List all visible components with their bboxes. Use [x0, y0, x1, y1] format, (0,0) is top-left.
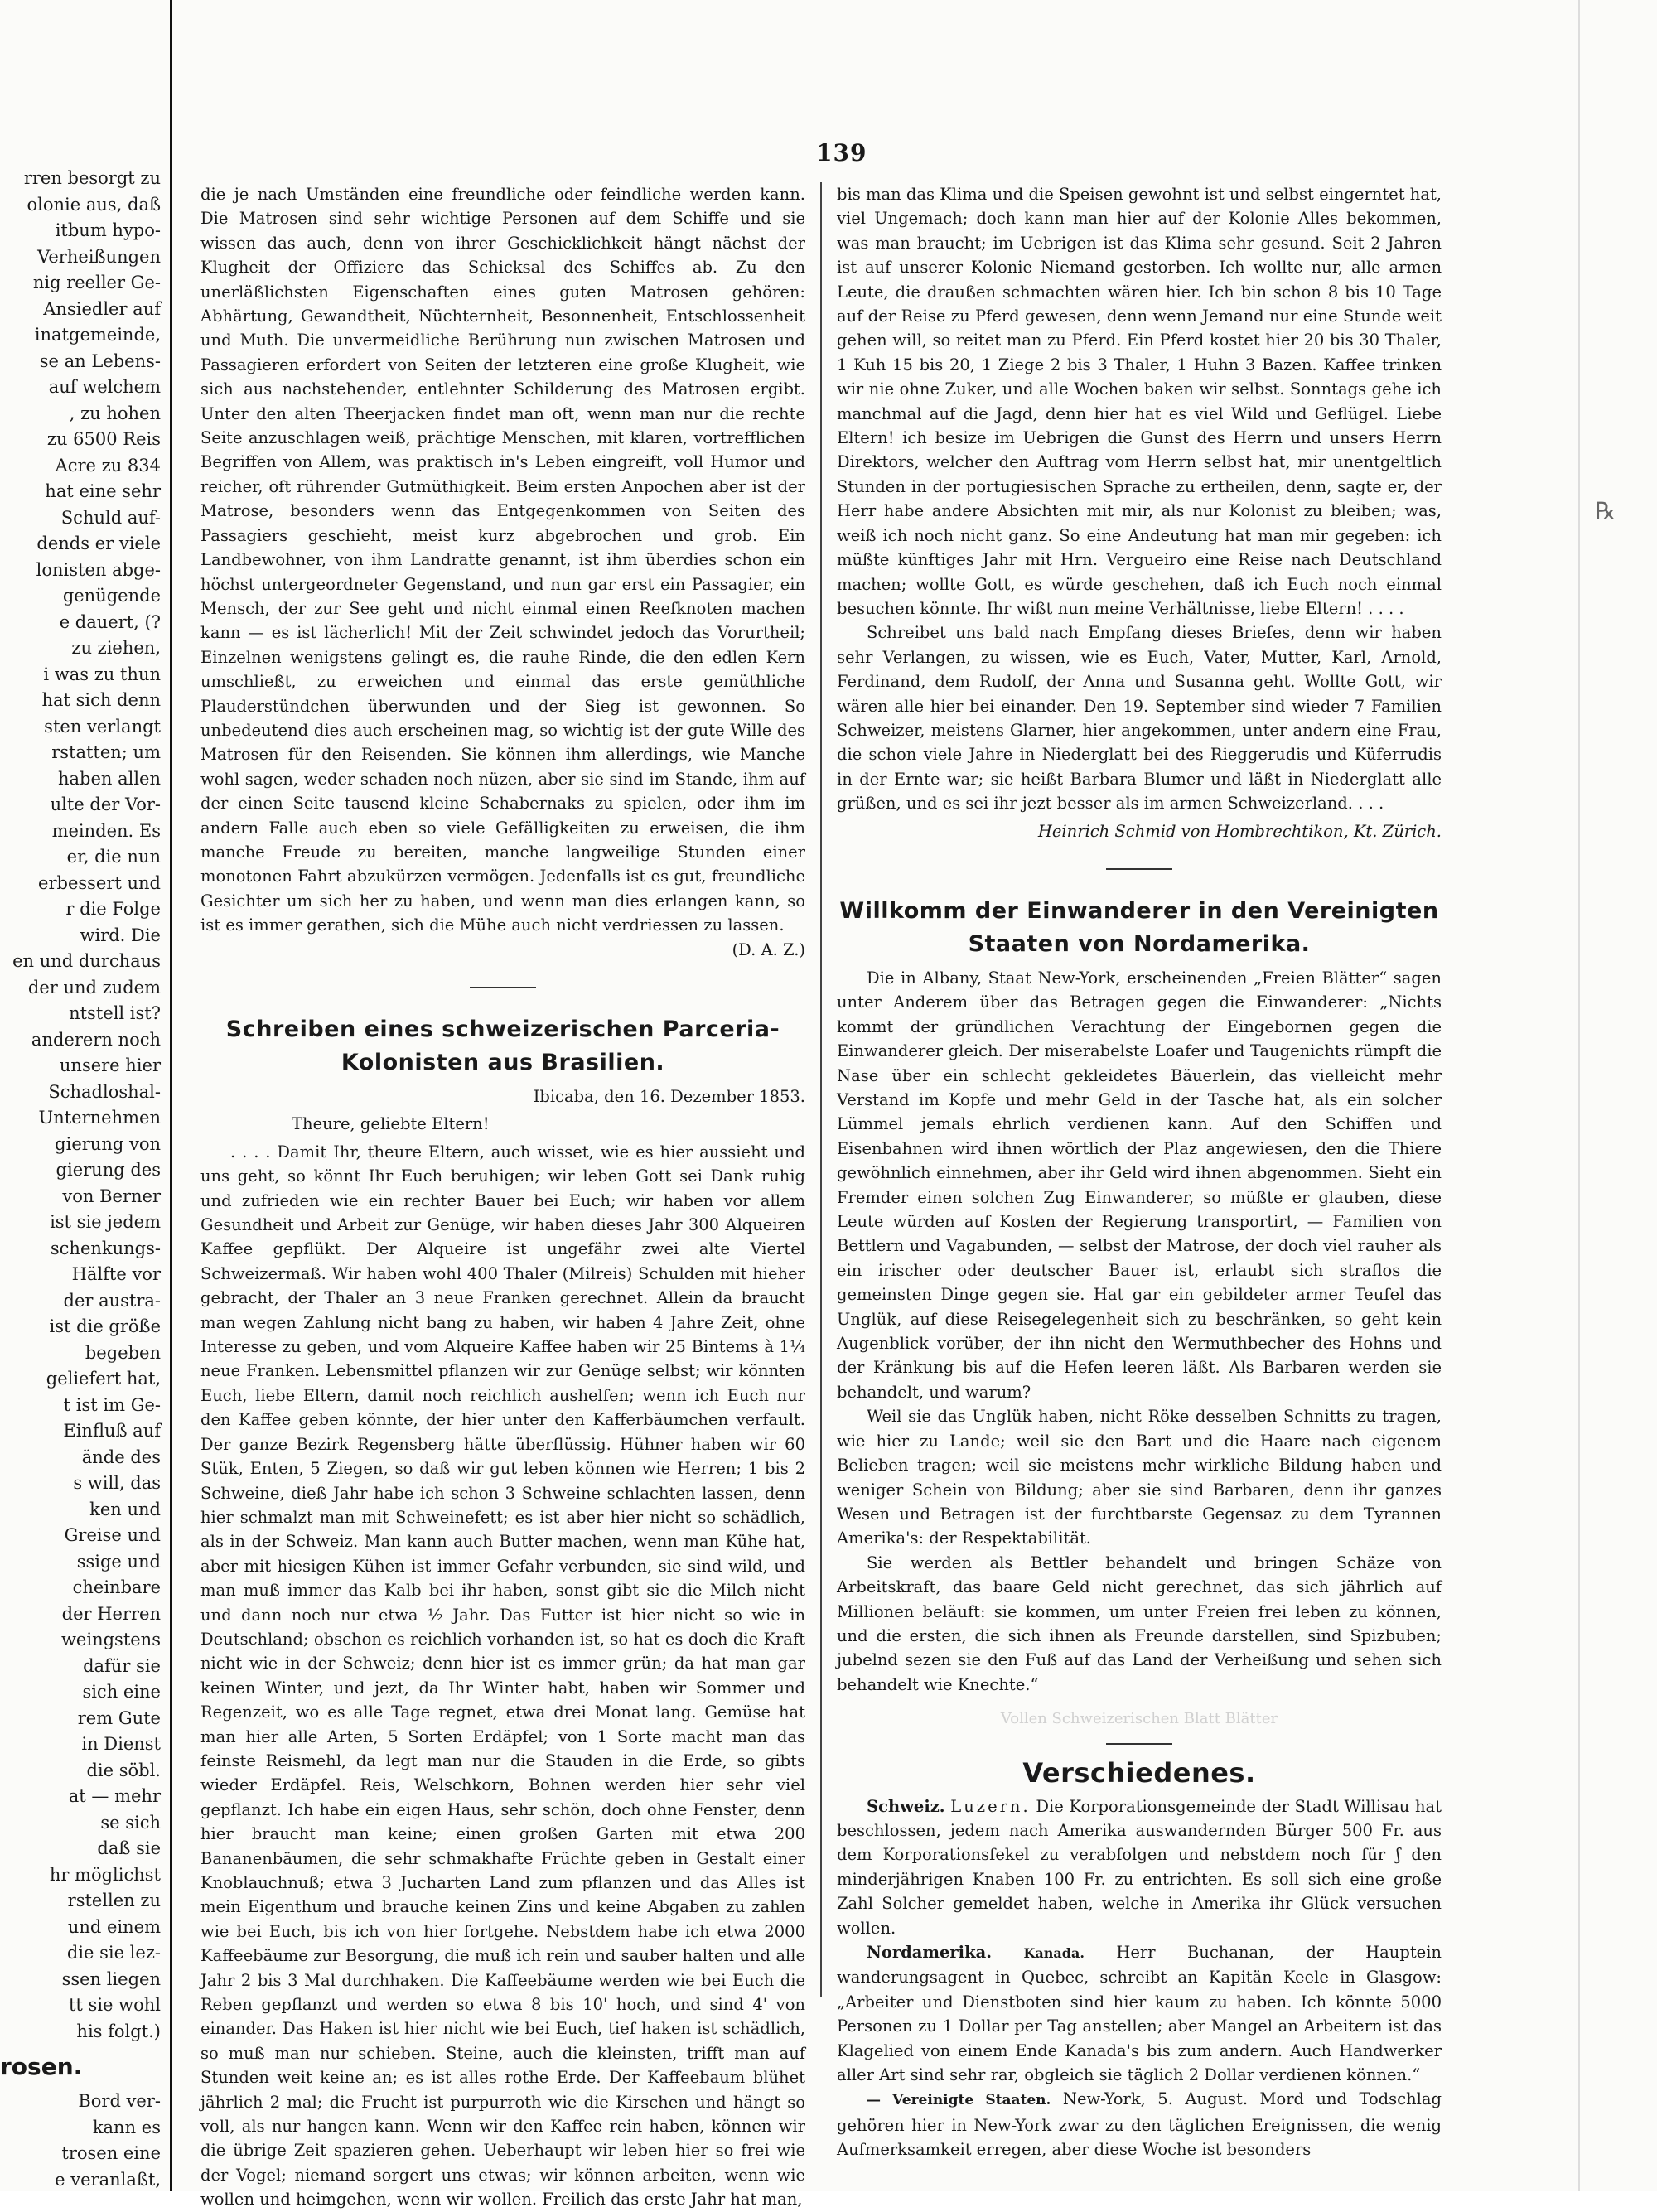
fragment-line: zu 6500 Reis [46, 429, 161, 449]
fragment-line: hr möglichst [49, 1864, 161, 1885]
section-divider [1106, 1743, 1172, 1745]
fragment-line: der und zudem [27, 977, 161, 997]
misc-heading: Verschiedenes. [1022, 1756, 1256, 1789]
fragment-line: se sich [100, 1812, 161, 1833]
fragment-line: in Dienst [81, 1734, 161, 1754]
matrosen-article-text: die je nach Umständen eine freundliche oder feindliche werden kann. Die Matrosen sind sehr wichtige Personen auf dem Schiffe und sie wissen das auch, denn von ihrer Geschicklichkeit hängt nächst der Klugheit der Offiziere das Schicksal des Schiffes ab. Zu den unerläßlichsten Eigenschaften eines guten Matrosen gehören: Abhärtung, Gewandtheit, Nüchternheit, Besonnenheit, Entschlossenheit und Muth. Die unvermeidliche Berührung nun zwischen Matrosen und Passagieren erfordert von Seiten der letzteren eine große Klugheit, wie sich aus nachstehender, entlehnter Schilderung des Matrosen ergibt. Unter den alten Theerjacken findet man oft, wenn man nur die rechte Seite anzuschlagen weiß, prächtige Menschen, mit klaren, vortrefflichen Begriffen von Allem, was praktisch in's Leben eingreift, voll Humor und reicher, oft rührender Gutmüthigkeit. Beim ersten Anpochen aber ist der Matrose, besonders wenn das Entgegenkommen von Seiten des Passagiers geschieht, meist kurz abgebrochen und grob. Ein Landbewohner, von ihm Landratte genannt, ist ihm überdies schon ein höchst untergeordneter Gegenstand, und nun gar erst ein Passagier, ein Mensch, der zur See geht und nicht einmal einen Reefknoten machen kann — es ist lächerlich! Mit der Zeit schwindet jedoch das Vorurtheil; Einzelnen wenigstens gelingt es, die rauhe Rinde, die den edlen Kern umschließt, zu erweichen und einmal das erste gemüthliche Plauderstündchen überwunden und der Sieg ist gewonnen. So unbedeutend dies auch erscheinen mag, so wichtig ist der gute Wille des Matrosen für den Reisenden. Sie können ihm allerdings, wie Manche wohl sagen, weder schaden noch nüzen, aber sie sind im Stande, ihm auf der einen Seite tausend kleine Schabernaks zu spielen, oder ihm im andern Falle auch eben so viele Gefälligkeiten zu erweisen, die ihm manche Freude zu bereiten, manche langweilige Stunden einer monotonen Fahrt abzukürzen vermögen. Jedenfalls ist es gut, freundliche Gesichter um sich her zu haben, und wenn man dies erlangen kann, so ist es immer gerathen, sich die Mühe auch nicht verdriessen zu lassen. [200, 185, 805, 935]
welcome-heading: Willkomm der Einwanderer in den Vereinigten Staaten von Nordamerika. [839, 897, 1439, 957]
fragment-line: wird. Die [80, 925, 161, 945]
fragment-line: begeben [85, 1342, 161, 1363]
fragment-line: Unternehmen [38, 1108, 161, 1128]
fragment-line: meinden. Es [51, 820, 161, 841]
fragment-line: nig reeller Ge- [32, 273, 161, 292]
fragment-line: e veranlaßt, [55, 2169, 161, 2190]
fragment-line: dafür sie [83, 1655, 161, 1676]
fragment-line: gierung des [56, 1160, 161, 1180]
fragment-line: i was zu thun [43, 664, 161, 684]
fragment-line: ken und [89, 1499, 161, 1519]
column-left [200, 182, 805, 2210]
fragment-line: inatgemeinde, [34, 325, 161, 345]
fragment-line: r die Folge [65, 899, 161, 919]
letter-heading: Schreiben eines schweizerischen Parceria-Kolonisten aus Brasilien. [225, 1017, 780, 1075]
misc-item-switzerland [837, 1794, 1442, 1940]
fragment-line: ist die größe [49, 1316, 161, 1336]
fragment-line: Ansiedler auf [43, 298, 161, 319]
fragment-line: ntstell ist? [69, 1003, 161, 1023]
letter-dateline: Ibicaba, den 16. Dezember 1853. [533, 1087, 805, 1106]
misc-place: Luzern. [950, 1796, 1031, 1816]
fragment-heading: rosen. [0, 2053, 83, 2080]
section-divider [470, 987, 536, 988]
margin-mark: ℞ [1595, 497, 1616, 524]
misc-text: Die Korporationsgemeinde der Stadt Willisau hat beschlossen, jedem nach Amerika auswandernden Bürger 500 Fr. aus dem Korporationsfekel zu verabfolgen und nebstdem noch für ʃ den minderjährigen Knaben 100 Fr. zu entrichten. Es soll sich eine große Zahl Solcher gemeldet haben, welche in Amerika ihr Glück versuchen wollen. [837, 1796, 1442, 1938]
fragment-line: , zu hohen [69, 403, 161, 423]
fragment-line: e dauert, (? [59, 611, 161, 632]
fragment-line: cheinbare [72, 1577, 161, 1597]
fragment-line: Schuld auf- [60, 507, 161, 528]
welcome-paragraph-1: Die in Albany, Staat New-York, erscheinenden „Freien Blätter“ sagen unter Anderem über das Betragen gegen die Einwanderer: „Nichts kommt der gründlichen Verachtung der Eingebornen gegen die Einwanderer gleich. Der miserabelste Loafer und Taugenichts rümpft die Nase über ein schlecht gekleidetes Bäuerlein, das vielleicht mehr Verstand im Kopfe und mehr Geld in der Tasche hat, als ein solcher Lümmel jemals ehrlich verdienen kann. Auf den Schiffen und Eisenbahnen wird ihnen wörtlich der Plaz angewiesen, den die Thiere gewöhnlich einnehmen, aber ihr Geld wird ihnen abgenommen. Sieht ein Fremder einen solchen Zug Einwanderer, so müßte er glauben, diese Leute würden auf Kosten der Regierung transportirt, — Familien von Bettlern und Vagabunden, — selbst der Matrose, der doch viel rauher als ein irischer oder deutscher Bauer ist, erlaubt sich straflos die gemeinsten Dinge gegen sie. Hat gar ein gebildeter armer Teufel das Unglük, auf diese Reisegelegenheit sich zu beschränken, so geht kein Augenblick vorüber, der ihn nicht den Wermuthbecher des Hohns und der Kränkung bis auf die Hefen leeren läßt. Als Barbaren werden sie behandelt, und warum? [837, 968, 1442, 1402]
fragment-line: Verheißungen [37, 246, 161, 267]
fragment-line: Einfluß auf [63, 1421, 161, 1441]
fragment-line: zu ziehen, [71, 638, 161, 658]
fragment-line: Hälfte vor [71, 1264, 161, 1284]
fragment-line: anderern noch [31, 1029, 161, 1050]
fragment-line: sten verlangt [44, 716, 161, 737]
welcome-paragraph-2: Weil sie das Unglük haben, nicht Röke desselben Schnitts zu tragen, wie hier zu Lande; weil sie den Bart und die Haare nach eigenem Belieben tragen; weil sie meistens mehr wirkliche Bildung haben und weniger Schein von Bildung; aber sie sind Barbaren, denn ihr ganzes Wesen und Betragen ist der furchtbarste Gegensaz zu dem Tyrannen Amerika's: der Respektabilität. [837, 1407, 1442, 1548]
letter-body: . . . . Damit Ihr, theure Eltern, auch wisset, wie es hier aussieht und uns geht, so könnt Ihr Euch beruhigen; wir leben Gott sei Dank ruhig und zufrieden wie ein rechter Bauer bei Euch; wir haben vor allem Gesundheit und Arbeit zur Genüge, wir haben dieses Jahr 300 Alqueiren Kaffee gepflükt. Der Alqueire ist ungefähr zwei alte Viertel Schweizermaß. Wir haben wohl 400 Thaler (Milreis) Schulden mit hieher gebracht, der Thaler an 3 neue Franken gerechnet. Allein da braucht man wegen Zahlung nicht bang zu haben, wir haben 4 Jahre Zeit, ohne Interesse zu geben, und vom Alqueire Kaffee haben wir 25 Bintems à 1¼ neue Franken. Lebensmittel pflanzen wir zur Genüge selbst; wir könnten Euch, liebe Eltern, damit noch reichlich aushelfen; wenn ich Euch nur den Kaffee geben könnte, der hier unter den Kafferbäumchen verfault. Der ganze Bezirk Regensberg hätte überflüssig. Hühner haben wir 60 Stük, Enten, 5 Ziegen, so daß wir gut leben können wie Herren; 1 bis 2 Schweine, dieß Jahr habe ich schon 3 Schweine schlachten lassen, denn hier schmalzt man mit Schweinefett; es ist aber hier nicht so schädlich, als in der Schweiz. Man kann auch Butter machen, wenn man Kühe hat, aber mit hiesigen Kühen ist immer Gefahr verbunden, sie sind wild, und man muß immer das Kalb bei ihr haben, sonst gibt sie die Milch nicht und dann noch nur etwa ½ Jahr. Das Futter ist hier nicht so wie in Deutschland; obschon es reichlich vorhanden ist, so hat es doch die Kraft nicht wie in der Schweiz; denn hier ist es immer grün; da hat man gar keinen Winter, und jezt, da Ihr Winter habt, haben wir Sommer und Regenzeit, wo es alle Tage regnet, etwa drei Monat lang. Gemüse hat man hier alle Arten, 5 Sorten Erdäpfel; von 1 Sorte macht man das feinste Reismehl, da legt man nur die Stauden in die Erde, so gibts wieder Erdäpfel. Reis, Welschkorn, Bohnen werden hier sehr viel gepflanzt. Ich habe ein eigen Haus, sehr schön, doch ohne Fenster, denn hier braucht man keine; einen großen Garten mit etwa 200 Bananenbäumen, die sehr schmakhafte Früchte geben in Gestalt einer Knoblauchnuß; etwa 3 Jucharten Land zum pflanzen und das Alles ist mein Eigenthum und brauche keinen Zins und keine Abgaben zu zahlen wie bei Euch, bis ich von hier fortgehe. Nebstdem habe ich etwa 2000 Kaffeebäume zur Besorgung, die muß ich rein und sauber halten und alle Jahr 2 bis 3 Mal durchhaken. Die Kaffeebäume werden wie bei Euch die Reben gepflanzt und werden so etwa 8 bis 10' hoch, und sind 4' von einander. Das Haken ist hier nicht wie bei Euch, tief haken ist schädlich, so muß man nur schieben. Steine, auch die kleinsten, trifft man auf Stunden weit keine an; es ist alles rothe Erde. Der Kaffeebaum blühet jährlich 2 mal; die Frucht ist purpurroth wie die Kirschen und hängt so voll, als nur hangen kann. Wenn wir den Kaffee rein haben, können wir die übrige Zeit spazieren gehen. Ueberhaupt wir leben hier so frei wie der Vogel; niemand sorgert uns etwas; wir können arbeiten, wenn wie wollen und heimgehen, wenn wir wollen. Freilich das erste Jahr hat man, [200, 1142, 805, 2210]
misc-text: New-York, 5. August. Mord und Todschlag gehören hier in New-York zwar zu den täglichen Ereignissen, die wenig Aufmerksamkeit erregen, aber diese Woche ist besonders [837, 2089, 1442, 2160]
fragment-line: erbessert und [38, 872, 161, 893]
fragment-line: genügende [62, 586, 161, 606]
fragment-line: rstellen zu [67, 1891, 161, 1910]
welcome-paragraph-3: Sie werden als Bettler behandelt und bringen Schäze von Arbeitskraft, das baare Geld nicht gerechnet, das sich jährlich auf Millionen beläuft: sie kommen, um unter Freien frei leben zu können, und die ersten, die sich ihnen als Freunde darstellen, sind Spizbuben; jubelnd sezen sie den Fuß auf das Land der Verheißung und sehen sich behandelt wie Knechte.“ [837, 1553, 1442, 1694]
fragment-line: gierung von [55, 1133, 161, 1154]
fragment-line: unsere hier [59, 1055, 161, 1075]
fragment-line: daß sie [97, 1838, 161, 1858]
fragment-line: Acre zu 834 [55, 455, 161, 476]
fragment-line: hat sich denn [41, 690, 161, 710]
fragment-line: die sie lez- [66, 1943, 161, 1963]
fragment-line: ssige und [76, 1551, 161, 1572]
letter-continuation-2: Schreibet uns bald nach Empfang dieses Briefes, denn wir haben sehr Verlangen, zu wissen, wie es Euch, Vater, Mutter, Karl, Arnold, Ferdinand, dem Rudolf, der Anna und Susanna geht. Wollte Gott, wir wären alle hier bei einander. Den 19. September sind wieder 7 Familien Schweizer, meistens Glarner, hier angekommen, unter andern eine Frau, die schon viele Jahre in Niederglatt bei des Rieggerudis und Küferrudis in der Ernte war; sie heißt Barbara Blumer und läßt in Niederglatt alle grüßen, und es sei ihr jezt besser als im armen Schweizerland. . . . [837, 623, 1442, 814]
faint-bleedthrough-text: Vollen Schweizerischen Blatt Blätter [1000, 1710, 1278, 1728]
letter-continuation: bis man das Klima und die Speisen gewohnt ist und selbst eingerntet hat, viel Ungemach; doch kann man hier auf der Kolonie Alles bekommen, was man braucht; im Uebrigen ist das Klima sehr gesund. Seit 2 Jahren ist auf unserer Kolonie Niemand gestorben. Ich wollte nur, alle armen Leute, die draußen schmachten wären hier. Ich bin schon 8 bis 10 Tage auf der Reise zu Pferd gewesen, denn wenn Jemand nur eine Stunde weit gehen will, so reitet man zu Pferd. Ein Pferd kostet hier 20 bis 30 Thaler, 1 Kuh 15 bis 20, 1 Ziege 2 bis 3 Thaler, 1 Huhn 3 Bazen. Kaffee trinken wir nie ohne Zuker, und alle Wochen baken wir selbst. Sonntags gehe ich manchmal auf die Jagd, denn hier hat es viel Wild und Geflügel. Liebe Eltern! ich besize im Uebrigen die Gunst des Herrn und unsers Herrn Direktors, welcher den Auftrag vom Herrn selbst hat, mir unentgeltlich Stunden in der portugiesischen Sprache zu ertheilen, denn, sagte er, der Herr habe andere Absichten mit mir, als nur Kolonist zu bleiben; was, weiß ich noch nicht ganz. So eine Andeutung hat man mir gegeben: ich müßte künftiges Jahr mit Hrn. Vergueiro eine Reise nach Deutschland machen; wollte Gott, es würde geschehen, daß ich Euch noch einmal besuchen könnte. Ihr wißt nun meine Verhältnisse, liebe Eltern! . . . . [837, 185, 1442, 618]
fragment-line: t ist im Ge- [63, 1394, 161, 1415]
fragment-line: er, die nun [66, 847, 161, 867]
fragment-line: schenkungs- [50, 1238, 161, 1258]
fragment-line: die söbl. [86, 1760, 161, 1780]
page-number: 139 [816, 139, 867, 167]
fragment-line: itbum hypo- [55, 220, 161, 240]
page-edge [1578, 0, 1580, 2191]
fragment-line: rem Gute [77, 1707, 161, 1728]
fragment-line: und einem [67, 1916, 161, 1937]
fragment-line: haben allen [57, 768, 161, 789]
fragment-line: sich eine [82, 1682, 161, 1702]
fragment-line: en und durchaus [12, 951, 161, 971]
fragment-line: lonisten abge- [36, 559, 161, 580]
fragment-line: hat eine sehr [45, 481, 161, 501]
misc-text: Herr Buchanan, der Hauptein wanderungsagent in Quebec, schreibt an Kapitän Keele in Glasgow: „Arbeiter und Dienstboten sind hier kaum zu haben. Ich könnte 5000 Personen zu 1 Dollar per Tag anstellen; aber Mangel an Arbeitern ist das Klagelied von einem Ende Kanada's bis zum andern. Auch Handwerker aller Art sind sehr rar, obgleich sie täglich 2 Dollar verdienen können.“ [837, 1943, 1442, 2085]
column-rule [820, 182, 822, 1997]
fragment-line: Bord ver- [78, 2091, 161, 2111]
fragment-line: von Berner [62, 1186, 161, 1206]
misc-item-usa [837, 2087, 1442, 2161]
fragment-line: trosen eine [61, 2143, 161, 2163]
fragment-line: rren besorgt zu [23, 168, 161, 188]
letter-signature: Heinrich Schmid von Hombrechtikon, Kt. Zürich. [1037, 821, 1442, 841]
fragment-line: rstatten; um [51, 742, 161, 762]
fragment-line: dends er viele [36, 534, 161, 553]
fragment-line: his folgt.) [76, 2021, 161, 2041]
fragment-line: Greise und [64, 1525, 161, 1545]
fragment-line: ssen liegen [61, 1968, 161, 1989]
misc-lead: — Vereinigte Staaten. [867, 2092, 1051, 2109]
fragment-line: se an Lebens- [39, 350, 161, 371]
left-page-fragment [0, 166, 166, 2190]
fragment-line: ulte der Vor- [50, 794, 161, 814]
fragment-line: ist sie jedem [50, 1212, 161, 1232]
fragment-line: der austra- [63, 1290, 161, 1311]
fragment-line: weingstens [60, 1630, 161, 1649]
misc-place: Kanada. [1023, 1945, 1085, 1961]
fragment-line: tt sie wohl [68, 1995, 161, 2015]
misc-item-nordamerika [837, 1940, 1442, 2087]
misc-lead: Schweiz. [867, 1796, 945, 1816]
fragment-line: der Herren [61, 1603, 161, 1624]
fragment-line: at — mehr [68, 1786, 161, 1806]
fragment-line: geliefert hat, [46, 1369, 161, 1389]
section-divider [1106, 868, 1172, 870]
fragment-line: kann es [92, 2117, 161, 2137]
fragment-line: s will, das [73, 1473, 161, 1493]
letter-salutation: Theure, geliebte Eltern! [292, 1114, 490, 1134]
article-source: (D. A. Z.) [732, 939, 805, 959]
fragment-line: ände des [81, 1446, 161, 1467]
misc-lead: Nordamerika. [867, 1943, 993, 1962]
page-gutter [170, 0, 172, 2191]
fragment-line: auf welchem [48, 377, 161, 397]
column-right [837, 182, 1442, 2160]
fragment-line: olonie aus, daß [27, 194, 161, 215]
fragment-line: Schadloshal- [48, 1081, 161, 1102]
